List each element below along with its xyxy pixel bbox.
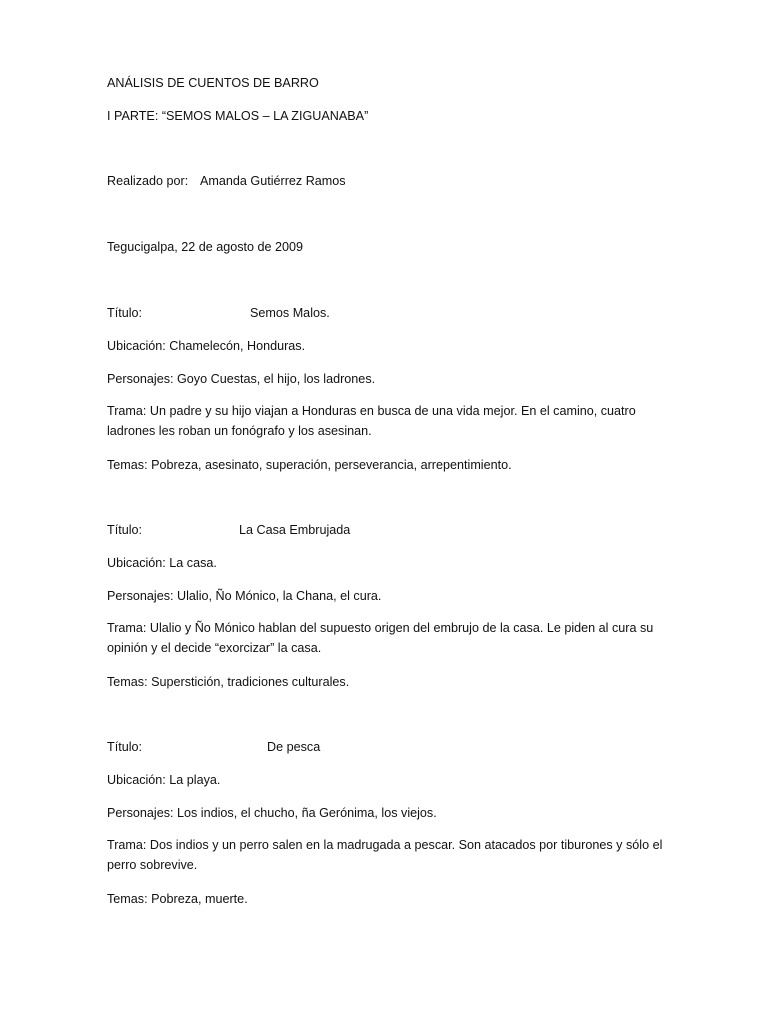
story-themes: Temas: Pobreza, muerte. xyxy=(107,892,248,906)
author-line xyxy=(107,173,346,189)
story-title: De pesca xyxy=(267,740,321,754)
story-characters: Personajes: Los indios, el chucho, ña Gerónima, los viejos. xyxy=(107,806,437,820)
story-title-label: Título: xyxy=(107,740,142,754)
story-plot-line: Trama: Ulalio y Ño Mónico hablan del supuesto origen del embrujo de la casa. Le piden al cura su xyxy=(107,621,654,635)
document-title: ANÁLISIS DE CUENTOS DE BARRO xyxy=(107,76,319,90)
story-characters: Personajes: Ulalio, Ño Mónico, la Chana, el cura. xyxy=(107,589,382,603)
story-plot xyxy=(107,401,663,441)
story-title-label: Título: xyxy=(107,523,142,537)
story-plot-line: perro sobrevive. xyxy=(107,858,198,872)
story-characters: Personajes: Goyo Cuestas, el hijo, los ladrones. xyxy=(107,372,376,386)
story-themes: Temas: Superstición, tradiciones culturales. xyxy=(107,675,350,689)
story-plot-line: ladrones les roban un fonógrafo y los asesinan. xyxy=(107,424,372,438)
story-title-line xyxy=(107,522,350,538)
story-location: Ubicación: La casa. xyxy=(107,556,217,570)
story-title-label: Título: xyxy=(107,306,142,320)
story-location: Ubicación: La playa. xyxy=(107,773,221,787)
story-location: Ubicación: Chamelecón, Honduras. xyxy=(107,339,306,353)
author-label: Realizado por: xyxy=(107,174,189,188)
story-title-line xyxy=(107,305,330,321)
story-title: La Casa Embrujada xyxy=(239,523,351,537)
place-date: Tegucigalpa, 22 de agosto de 2009 xyxy=(107,240,304,254)
story-title-line xyxy=(107,739,320,755)
story-plot xyxy=(107,835,663,875)
story-title: Semos Malos. xyxy=(250,306,330,320)
document-part: I PARTE: “SEMOS MALOS – LA ZIGUANABA” xyxy=(107,109,369,123)
story-plot xyxy=(107,618,663,658)
story-plot-line: Trama: Dos indios y un perro salen en la madrugada a pescar. Son atacados por tiburones y sólo el xyxy=(107,838,663,852)
story-plot-line: opinión y el decide “exorcizar” la casa. xyxy=(107,641,322,655)
story-plot-line: Trama: Un padre y su hijo viajan a Honduras en busca de una vida mejor. En el camino, cuatro xyxy=(107,404,636,418)
story-themes: Temas: Pobreza, asesinato, superación, perseverancia, arrepentimiento. xyxy=(107,458,512,472)
author-name: Amanda Gutiérrez Ramos xyxy=(200,174,346,188)
